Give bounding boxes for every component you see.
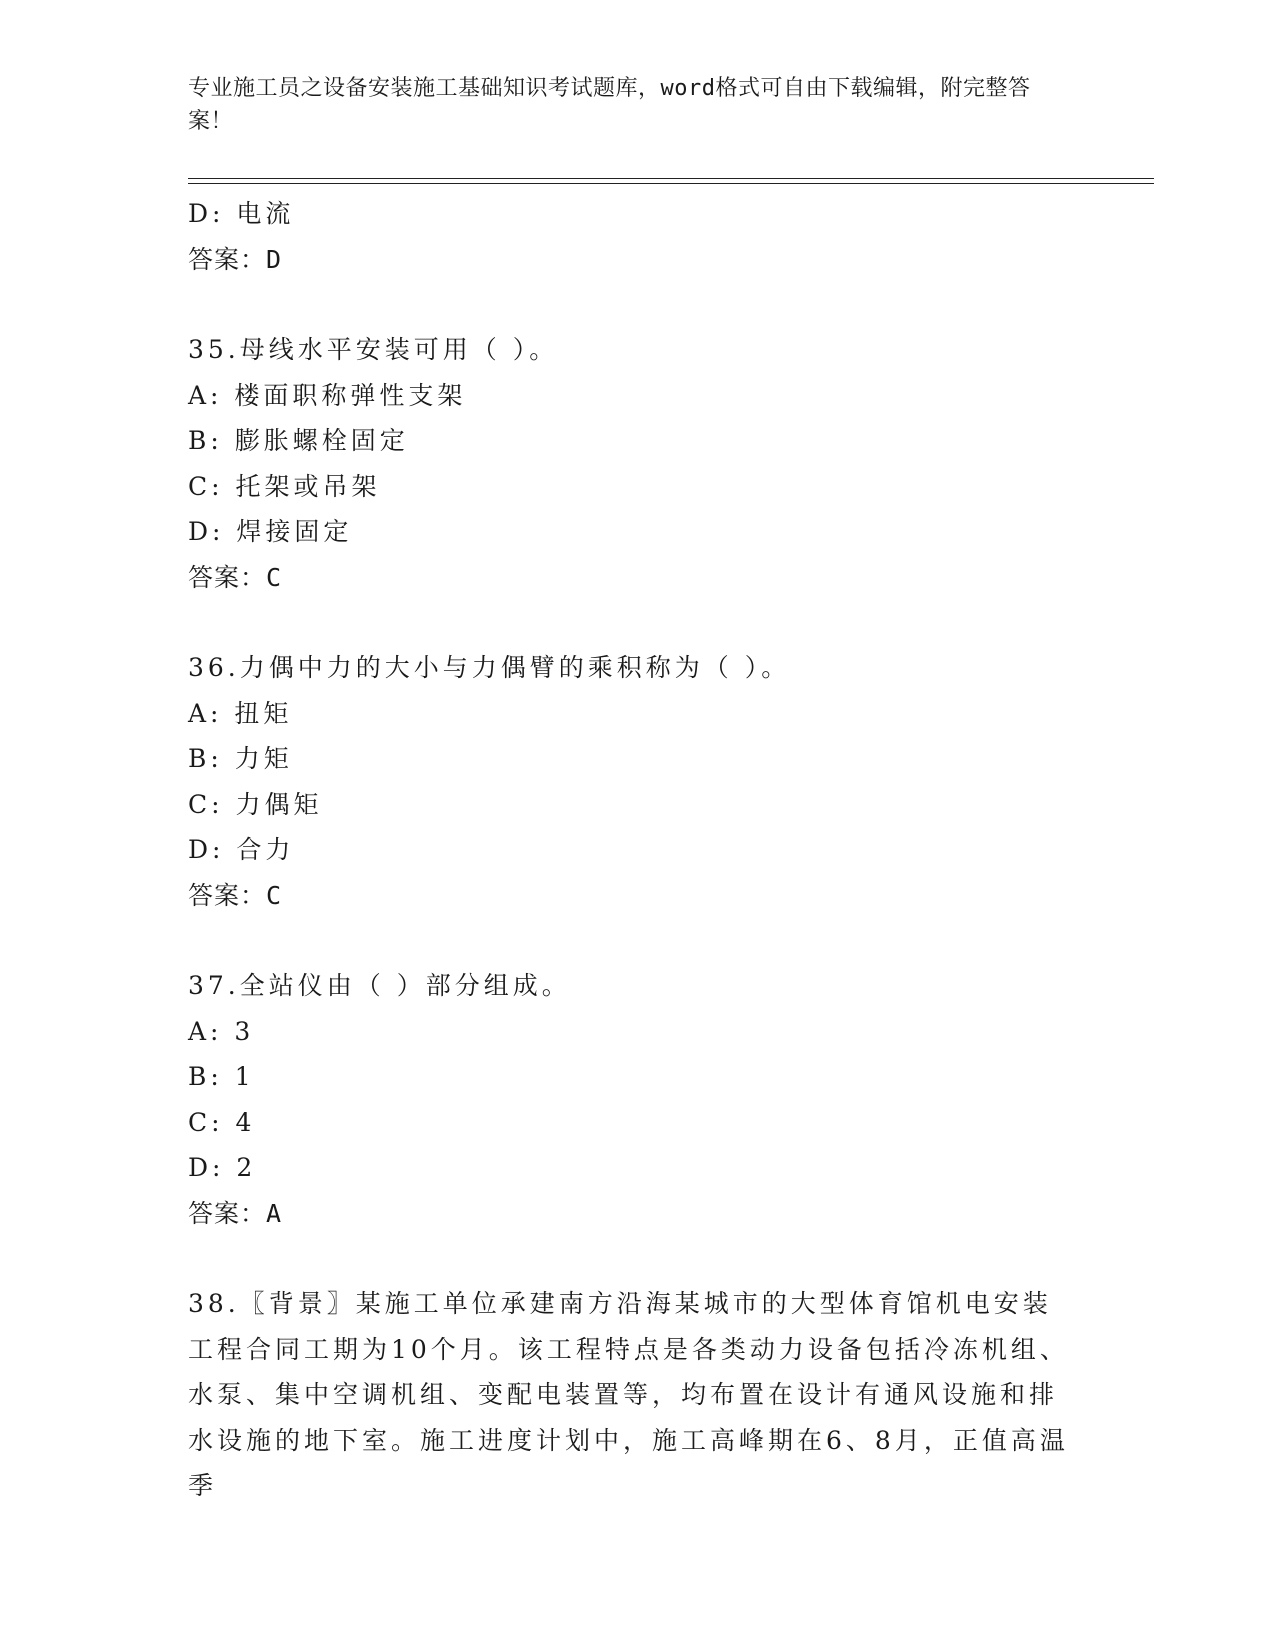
answer-line [188, 555, 1088, 601]
question-text: 38.〖背景〗某施工单位承建南方沿海某城市的大型体育馆机电安装工程合同工期为10个月。该工程特点是各类动力设备包括冷冻机组、水泵、集中空调机组、变配电装置等，均布置在设计有通风设施和排水设施的地下室。施工进度计划中，施工高峰期在6、8月，正值高温季 [188, 1289, 1069, 1500]
answer-line [188, 873, 1088, 919]
answer-label: 答案： [188, 880, 267, 910]
spacer [188, 1236, 1088, 1281]
header-divider-top [188, 178, 1154, 179]
option-d: D: 合力 [188, 835, 295, 864]
option-a: A: 楼面职称弹性支架 [188, 380, 467, 410]
option-b: B: 膨胀螺栓固定 [188, 426, 409, 455]
spacer [188, 918, 1088, 963]
question-35-block [188, 327, 1088, 600]
option-b: B: 力矩 [188, 744, 293, 773]
answer-label: 答案： [188, 1198, 267, 1228]
question-list [188, 191, 1088, 1509]
option-d: D: 焊接固定 [188, 517, 353, 546]
question-34-block [188, 191, 1088, 282]
option-a: A: 扭矩 [188, 698, 293, 728]
document-header: 专业施工员之设备安装施工基础知识考试题库，word格式可自由下载编辑，附完整答案！ [188, 76, 1031, 134]
question-36-block [188, 645, 1088, 918]
question-38-block [188, 1281, 1088, 1509]
answer-value: A [266, 1198, 283, 1228]
option-b: B: 1 [188, 1062, 255, 1091]
option-d: D: 电流 [188, 199, 295, 228]
question-text: 35.母线水平安装可用（ ）。 [188, 335, 559, 364]
option-a: A: 3 [188, 1016, 255, 1046]
answer-line [188, 237, 1088, 283]
option-d: D: 2 [188, 1153, 257, 1182]
question-text: 36.力偶中力的大小与力偶臂的乘积称为（ ）。 [188, 653, 791, 682]
option-c: C: 托架或吊架 [188, 471, 381, 501]
answer-value: C [266, 880, 283, 910]
option-c: C: 4 [188, 1107, 256, 1137]
header-divider-bottom [188, 183, 1154, 184]
answer-value: C [266, 562, 283, 592]
question-text: 37.全站仪由（ ）部分组成。 [188, 971, 571, 1000]
answer-label: 答案： [188, 562, 267, 592]
answer-line [188, 1191, 1088, 1237]
answer-label: 答案： [188, 244, 267, 274]
question-37-block [188, 963, 1088, 1236]
spacer [188, 282, 1088, 327]
spacer [188, 600, 1088, 645]
answer-value: D [266, 244, 283, 274]
option-c: C: 力偶矩 [188, 789, 323, 819]
